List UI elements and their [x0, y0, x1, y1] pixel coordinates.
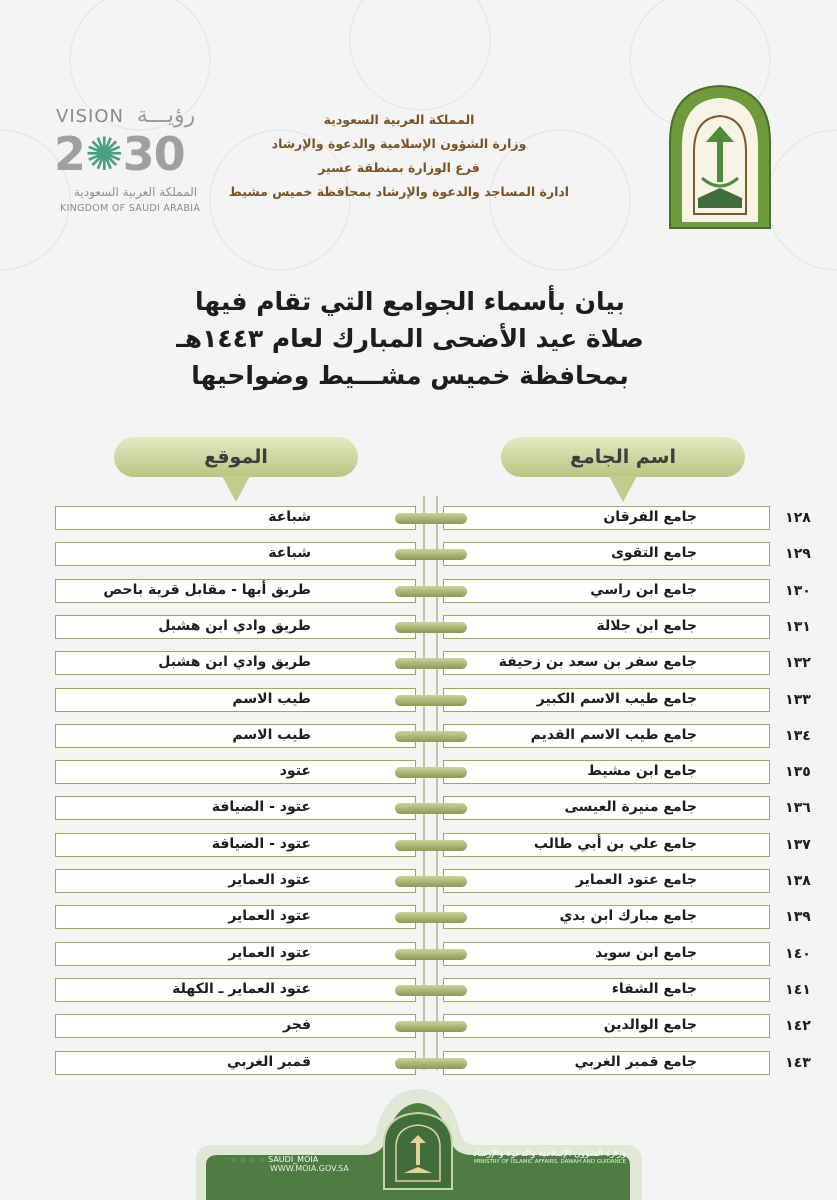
location-cell: عتود العماير	[55, 905, 416, 929]
location-cell: عتود	[55, 760, 416, 784]
mosque-name-cell: جامع منيرة العيسى	[443, 796, 770, 820]
location-cell: طريق وادي ابن هشبل	[55, 615, 416, 639]
mosque-name-cell: جامع التقوى	[443, 542, 770, 566]
column-header-location-label: الموقع	[204, 446, 268, 468]
row-connector	[395, 586, 467, 597]
row-number: ١٣٢	[785, 655, 811, 672]
row-connector	[395, 876, 467, 887]
footer-ministry-en: MINISTRY OF ISLAMIC AFFAIRS, DAWAH AND GUIDANCE	[473, 1159, 626, 1165]
table-row	[0, 609, 837, 645]
column-header-mosque-label: اسم الجامع	[570, 446, 676, 468]
table-row	[0, 936, 837, 972]
row-number: ١٣١	[785, 618, 811, 635]
footer-handle: SAUDI_MOIA	[268, 1155, 319, 1164]
row-connector	[395, 803, 467, 814]
footer-ministry-ar: وزارة الشؤون الإسلامية والدعوة والإرشاد	[472, 1149, 626, 1159]
footer-social	[230, 1155, 349, 1173]
location-cell: قمبر الغربي	[55, 1051, 416, 1075]
mosque-name-cell: جامع ابن مشيط	[443, 760, 770, 784]
document-title	[100, 283, 720, 394]
location-cell: شباعة	[55, 506, 416, 530]
vision-word-en: VISION	[56, 106, 124, 127]
column-header-mosque	[501, 437, 745, 477]
table-row	[0, 972, 837, 1008]
row-connector	[395, 767, 467, 778]
table-row	[0, 827, 837, 863]
table-row	[0, 500, 837, 536]
row-connector	[395, 949, 467, 960]
mosque-name-cell: جامع علي بن أبي طالب	[443, 833, 770, 857]
title-line-1: بيان بأسماء الجوامع التي تقام فيها	[195, 287, 625, 316]
location-cell: فجر	[55, 1014, 416, 1038]
table-row	[0, 536, 837, 572]
header-line-2: وزارة الشؤون الإسلامية والدعوة والإرشاد	[271, 136, 527, 151]
row-number: ١٣٨	[785, 873, 811, 889]
row-connector	[395, 731, 467, 742]
vision-word-ar: رؤيـــة	[136, 103, 196, 128]
mosque-name-cell: جامع الفرقان	[443, 506, 770, 530]
mosque-name-cell: جامع الشفاء	[443, 978, 770, 1002]
ministry-emblem-icon	[664, 82, 776, 232]
footer	[0, 1085, 837, 1200]
table-row	[0, 573, 837, 609]
mosque-name-cell: جامع ابن راسي	[443, 579, 770, 603]
location-cell: عتود العماير ـ الكهلة	[55, 978, 416, 1002]
table-row	[0, 899, 837, 935]
table-row	[0, 754, 837, 790]
table-row	[0, 718, 837, 754]
row-number: ١٤١	[785, 981, 811, 998]
location-cell: عتود - الضيافة	[55, 833, 416, 857]
header-line-1: المملكة العربية السعودية	[323, 112, 475, 127]
mosque-name-cell: جامع مبارك ابن بدي	[443, 905, 770, 929]
footer-banner	[0, 1085, 837, 1200]
table-row	[0, 790, 837, 826]
row-number: ١٣٤	[785, 727, 811, 744]
row-connector	[395, 549, 467, 560]
footer-website[interactable]: WWW.MOIA.GOV.SA	[270, 1164, 349, 1173]
row-connector	[395, 1058, 467, 1069]
row-connector	[395, 840, 467, 851]
table-row	[0, 645, 837, 681]
vision-kingdom-en: KINGDOM OF SAUDI ARABIA	[60, 203, 201, 214]
location-cell: عتود العماير	[55, 869, 416, 893]
row-number: ١٤٢	[785, 1018, 811, 1035]
vision-kingdom-ar: المملكة العربية السعودية	[74, 185, 198, 199]
mosque-name-cell: جامع سفر بن سعد بن زحيفة	[443, 651, 770, 675]
location-cell: عتود العماير	[55, 942, 416, 966]
row-connector	[395, 513, 467, 524]
mosque-name-cell: جامع الوالدين	[443, 1014, 770, 1038]
row-number: ١٢٩	[785, 546, 811, 563]
mosque-name-cell: جامع قمبر الغربي	[443, 1051, 770, 1075]
title-line-3: بمحافظة خميس مشـــيط وضواحيها	[191, 361, 629, 390]
mosque-name-cell: جامع ابن سويد	[443, 942, 770, 966]
location-cell: طيب الاسم	[55, 688, 416, 712]
row-number: ١٢٨	[785, 510, 811, 526]
mosque-name-cell: جامع ابن جلالة	[443, 615, 770, 639]
header-line-3: فرع الوزارة بمنطقة عسير	[318, 160, 480, 175]
mosque-name-cell: جامع عتود العماير	[443, 869, 770, 893]
row-number: ١٣٣	[785, 691, 811, 708]
title-line-2: صلاة عيد الأضحى المبارك لعام ١٤٤٣هـ	[176, 324, 644, 353]
table-row	[0, 863, 837, 899]
row-number: ١٣٠	[785, 582, 811, 599]
mosque-name-cell: جامع طيب الاسم القديم	[443, 724, 770, 748]
row-connector	[395, 912, 467, 923]
row-connector	[395, 1021, 467, 1032]
location-cell: طريق أبها - مقابل قرية باحص	[55, 579, 416, 603]
table-row	[0, 682, 837, 718]
mosque-name-cell: جامع طيب الاسم الكبير	[443, 688, 770, 712]
social-icons: ◉ ◉ ◉ ◉	[230, 1155, 266, 1164]
footer-ministry	[466, 1149, 626, 1165]
row-connector	[395, 695, 467, 706]
location-cell: شباعة	[55, 542, 416, 566]
row-connector	[395, 658, 467, 669]
row-number: ١٤٣	[785, 1054, 811, 1071]
location-cell: طريق وادي ابن هشبل	[55, 651, 416, 675]
row-number: ١٣٥	[785, 764, 811, 781]
location-cell: عتود - الضيافة	[55, 796, 416, 820]
column-header-location	[114, 437, 358, 477]
row-number: ١٣٩	[785, 909, 811, 926]
table-row	[0, 1045, 837, 1081]
header-line-4: ادارة المساجد والدعوة والإرشاد بمحافظة خميس مشيط	[228, 184, 570, 199]
row-connector	[395, 985, 467, 996]
row-number: ١٤٠	[785, 945, 811, 962]
row-connector	[395, 622, 467, 633]
vision-year: 2✺30	[54, 127, 185, 181]
row-number: ١٣٦	[785, 800, 811, 817]
location-cell: طيب الاسم	[55, 724, 416, 748]
row-number: ١٣٧	[785, 836, 811, 853]
table-row	[0, 1008, 837, 1044]
ministry-header	[189, 108, 609, 204]
